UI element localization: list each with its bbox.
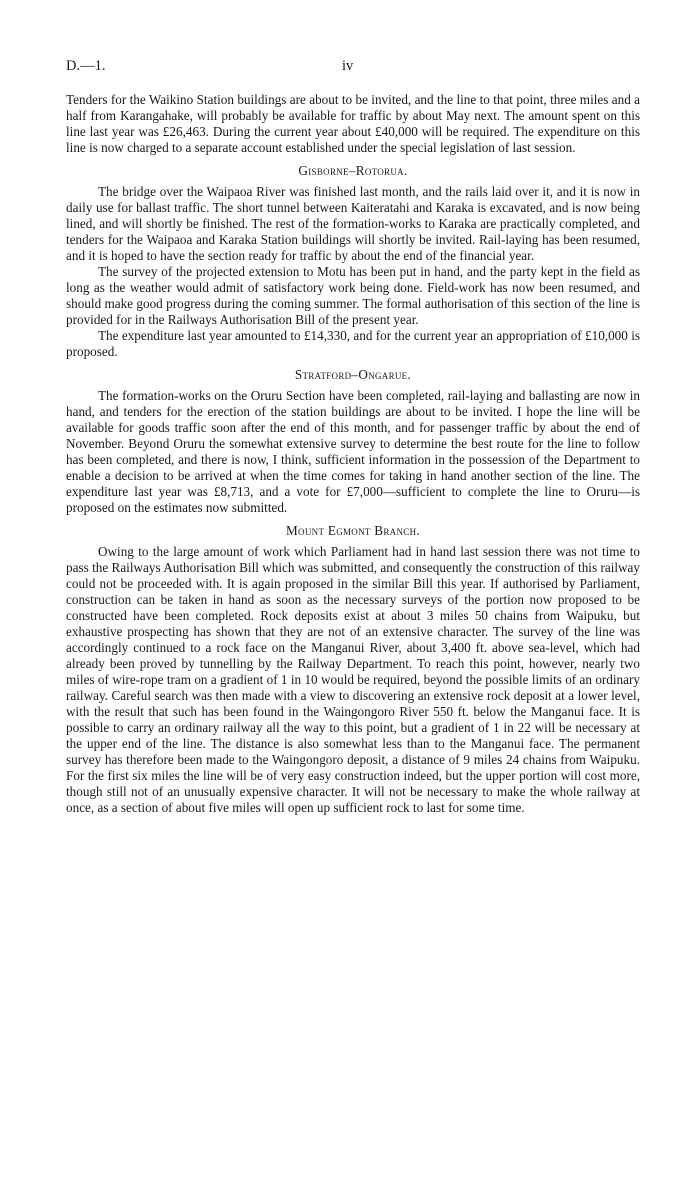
paragraph: Owing to the large amount of work which Parliament had in hand last session there was not time to pass the Railways Authorisation Bill which was submitted, and consequently the construction of this railway could not be proceeded with. It is again proposed in the similar Bill this year. If authorised by Parliament, construction can be taken in hand as soon as the necessary surveys of the portion now proposed to be constructed have been completed. Rock deposits exist at about 3 miles 50 chains from Waipuku, but exhaustive prospecting has shown that they are not of an extensive character. The survey of the line was accordingly continued to a rock face on the Manganui River, about 3,400 ft. above sea-level, which had already been proved by tunnelling by the Railway Department. To reach this point, however, nearly two miles of wire-rope tram on a gradient of 1 in 10 would be required, beyond the possible limits of an ordinary railway. Careful search was then made with a view to discovering an extensive rock deposit at a lower level, with the result that such has been found in the Waingongoro River 550 ft. below the Manganui face. It is possible to carry an ordinary railway all the way to this point, but a gradient of 1 in 22 will be necessary at the upper end of the line. The distance is also somewhat less than to the Manganui face. The permanent survey has therefore been made to the Waingongoro deposit, a distance of 9 miles 24 chains from Waipuku. For the first six miles the line will be of very easy construction indeed, but the upper portion will cost more, though still not of an unusually expensive character. It will not be necessary to make the whole railway at once, as a section of about five miles will open up sufficient rock to last for some time. [66, 544, 640, 815]
document-body [66, 92, 640, 816]
paragraph: The survey of the projected extension to Motu has been put in hand, and the party kept in the field as long as the weather would admit of satisfactory work being done. Field-work has now been resumed, and should make good progress during the coming summer. The formal authorisation of this section of the line is provided for in the Railways Authorisation Bill of the present year. [66, 264, 640, 327]
paragraph: The expenditure last year amounted to £14,330, and for the current year an appropriation of £10,000 is proposed. [66, 328, 640, 359]
document-page [66, 58, 640, 816]
page-header [66, 58, 640, 80]
paragraph: The bridge over the Waipaoa River was finished last month, and the rails laid over it, and it is now in daily use for ballast traffic. The short tunnel between Kaiteratahi and Karaka is excavated, and is now being lined, and will shortly be finished. The rest of the formation-works to Karaka are practically completed, and tenders for the Waipaoa and Karaka Station buildings will shortly be invited. Rail-laying has been resumed, and it is hoped to have the section ready for traffic by about the end of the financial year. [66, 184, 640, 263]
paragraph: The formation-works on the Oruru Section have been completed, rail-laying and ballasting are now in hand, and tenders for the erection of the station buildings are about to be invited. I hope the line will be available for goods traffic soon after the end of this month, and for passenger traffic by about the end of November. Beyond Oruru the somewhat extensive survey to determine the best route for the line to follow has been completed, and there is now, I think, sufficient information in the possession of the Department to enable a decision to be arrived at when the time comes for taking in hand another section of the line. The expenditure last year was £8,713, and a vote for £7,000—sufficient to complete the line to Oruru—is proposed on the estimates now submitted. [66, 388, 640, 515]
section-heading-stratford-ongarue: Stratford–Ongarue. [294, 367, 412, 382]
document-reference: D.—1. [66, 58, 106, 74]
section-heading-gisborne-rotorua: Gisborne–Rotorua. [298, 163, 408, 178]
section-heading-mount-egmont-branch: Mount Egmont Branch. [286, 523, 420, 538]
page-number: iv [342, 58, 354, 74]
paragraph: Tenders for the Waikino Station buildings are about to be invited, and the line to that point, three miles and a half from Karangahake, will probably be available for traffic by about May next. The amount spent on this line last year was £26,463. During the current year about £40,000 will be required. The expenditure on this line is now charged to a separate account established under the special legislation of last session. [66, 92, 640, 155]
